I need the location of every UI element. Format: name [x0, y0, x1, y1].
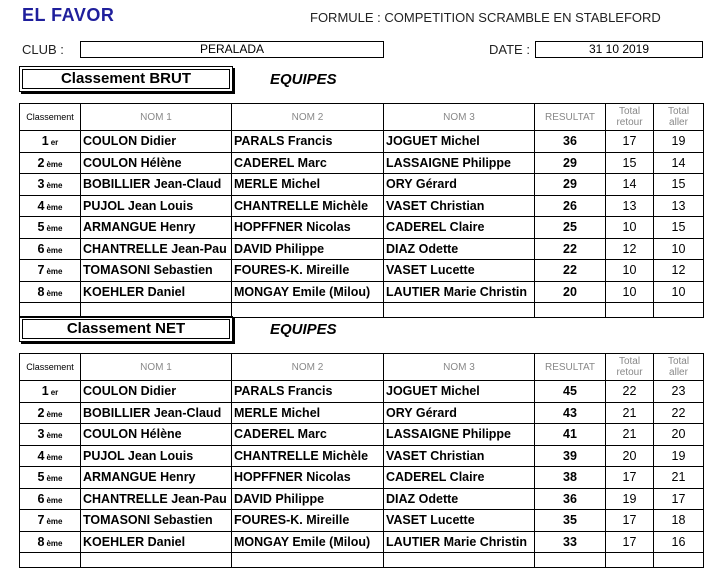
rank-cell — [20, 131, 81, 153]
rank-cell — [20, 195, 81, 217]
nom2-cell: MONGAY Emile (Milou) — [232, 531, 384, 553]
rank-suffix: ème — [46, 517, 63, 527]
table-row — [20, 467, 704, 489]
table-row — [20, 531, 704, 553]
rank-cell — [20, 467, 81, 489]
nom1-cell: COULON Didier — [81, 381, 232, 403]
rank-suffix: ème — [46, 202, 63, 212]
col-total-aller: Total aller — [654, 104, 704, 131]
net-section-label: Classement NET — [22, 319, 230, 339]
rank-suffix: ème — [46, 495, 63, 505]
table-row — [20, 174, 704, 196]
brut-results-table — [19, 103, 704, 318]
rank-suffix: ème — [46, 409, 63, 419]
table-row — [20, 260, 704, 282]
nom2-cell: FOURES-K. Mireille — [232, 260, 384, 282]
rank-suffix: ème — [46, 224, 63, 234]
resultat-cell: 35 — [535, 510, 606, 532]
table-row — [20, 510, 704, 532]
total-aller-cell: 19 — [654, 445, 704, 467]
nom1-cell: CHANTRELLE Jean-Pau — [81, 238, 232, 260]
nom3-cell: LAUTIER Marie Christin — [384, 531, 535, 553]
nom1-cell: KOEHLER Daniel — [81, 281, 232, 303]
rank-number: 4 — [37, 198, 45, 213]
col-nom3: NOM 3 — [384, 104, 535, 131]
total-retour-cell: 22 — [606, 381, 654, 403]
rank-cell — [20, 381, 81, 403]
total-aller-cell: 12 — [654, 260, 704, 282]
table-row — [20, 195, 704, 217]
table-row — [20, 152, 704, 174]
nom2-cell: MERLE Michel — [232, 174, 384, 196]
net-results-table — [19, 353, 704, 568]
nom3-cell: DIAZ Odette — [384, 488, 535, 510]
date-label: DATE : — [489, 42, 530, 57]
total-retour-cell: 14 — [606, 174, 654, 196]
nom3-cell: CADEREL Claire — [384, 217, 535, 239]
resultat-cell: 26 — [535, 195, 606, 217]
total-retour-cell: 13 — [606, 195, 654, 217]
resultat-cell: 43 — [535, 402, 606, 424]
table-row — [20, 488, 704, 510]
rank-suffix: ème — [46, 245, 63, 255]
rank-number: 2 — [37, 155, 45, 170]
table-header-row — [20, 104, 704, 131]
rank-number: 5 — [37, 470, 45, 485]
rank-suffix: ème — [46, 474, 63, 484]
nom1-cell: PUJOL Jean Louis — [81, 445, 232, 467]
brut-section-title — [19, 66, 233, 92]
nom3-cell: ORY Gérard — [384, 174, 535, 196]
total-aller-cell: 15 — [654, 217, 704, 239]
total-aller-cell: 22 — [654, 402, 704, 424]
total-aller-cell: 20 — [654, 424, 704, 446]
rank-cell — [20, 488, 81, 510]
rank-number: 6 — [37, 491, 45, 506]
nom3-cell: ORY Gérard — [384, 402, 535, 424]
total-retour-cell: 19 — [606, 488, 654, 510]
nom2-cell: MONGAY Emile (Milou) — [232, 281, 384, 303]
total-retour-cell: 17 — [606, 467, 654, 489]
total-aller-cell: 19 — [654, 131, 704, 153]
resultat-cell: 25 — [535, 217, 606, 239]
total-retour-cell: 17 — [606, 531, 654, 553]
rank-cell — [20, 217, 81, 239]
nom3-cell: LASSAIGNE Philippe — [384, 152, 535, 174]
total-aller-cell: 16 — [654, 531, 704, 553]
rank-cell — [20, 531, 81, 553]
nom2-cell: FOURES-K. Mireille — [232, 510, 384, 532]
total-retour-cell: 21 — [606, 424, 654, 446]
nom1-cell: TOMASONI Sebastien — [81, 260, 232, 282]
total-retour-cell: 10 — [606, 281, 654, 303]
nom1-cell: COULON Didier — [81, 131, 232, 153]
rank-number: 8 — [37, 284, 45, 299]
total-aller-cell: 18 — [654, 510, 704, 532]
rank-cell — [20, 424, 81, 446]
table-row — [20, 424, 704, 446]
rank-suffix: ème — [46, 452, 63, 462]
brut-section-label: Classement BRUT — [22, 69, 230, 89]
empty-row — [20, 553, 704, 568]
rank-cell — [20, 260, 81, 282]
rank-suffix: ème — [46, 431, 63, 441]
total-aller-cell: 23 — [654, 381, 704, 403]
rank-suffix: er — [50, 388, 59, 398]
nom3-cell: VASET Christian — [384, 195, 535, 217]
col-resultat: RESULTAT — [535, 104, 606, 131]
nom2-cell: HOPFFNER Nicolas — [232, 467, 384, 489]
rank-number: 8 — [37, 534, 45, 549]
col-nom2: NOM 2 — [232, 354, 384, 381]
col-total-retour: Total retour — [606, 354, 654, 381]
col-total-aller: Total aller — [654, 354, 704, 381]
resultat-cell: 45 — [535, 381, 606, 403]
col-nom3: NOM 3 — [384, 354, 535, 381]
nom1-cell: PUJOL Jean Louis — [81, 195, 232, 217]
rank-suffix: ème — [46, 288, 63, 298]
rank-number: 3 — [37, 177, 45, 192]
resultat-cell: 36 — [535, 488, 606, 510]
total-aller-cell: 21 — [654, 467, 704, 489]
table-row — [20, 217, 704, 239]
rank-suffix: er — [50, 138, 59, 148]
total-aller-cell: 10 — [654, 281, 704, 303]
resultat-cell: 38 — [535, 467, 606, 489]
nom2-cell: MERLE Michel — [232, 402, 384, 424]
nom2-cell: PARALS Francis — [232, 131, 384, 153]
table-row — [20, 131, 704, 153]
nom2-cell: CADEREL Marc — [232, 152, 384, 174]
total-aller-cell: 17 — [654, 488, 704, 510]
club-label: CLUB : — [22, 42, 64, 57]
col-resultat: RESULTAT — [535, 354, 606, 381]
rank-number: 2 — [37, 405, 45, 420]
rank-number: 7 — [37, 513, 45, 528]
rank-cell — [20, 281, 81, 303]
total-aller-cell: 14 — [654, 152, 704, 174]
col-nom1: NOM 1 — [81, 354, 232, 381]
rank-cell — [20, 445, 81, 467]
nom3-cell: LAUTIER Marie Christin — [384, 281, 535, 303]
col-nom2: NOM 2 — [232, 104, 384, 131]
rank-number: 1 — [41, 134, 49, 149]
nom1-cell: KOEHLER Daniel — [81, 531, 232, 553]
table-row — [20, 281, 704, 303]
col-nom1: NOM 1 — [81, 104, 232, 131]
nom2-cell: CHANTRELLE Michèle — [232, 195, 384, 217]
resultat-cell: 22 — [535, 238, 606, 260]
total-retour-cell: 15 — [606, 152, 654, 174]
resultat-cell: 20 — [535, 281, 606, 303]
nom1-cell: ARMANGUE Henry — [81, 217, 232, 239]
nom2-cell: HOPFFNER Nicolas — [232, 217, 384, 239]
nom3-cell: CADEREL Claire — [384, 467, 535, 489]
table-row — [20, 402, 704, 424]
resultat-cell: 29 — [535, 174, 606, 196]
nom1-cell: TOMASONI Sebastien — [81, 510, 232, 532]
total-retour-cell: 10 — [606, 217, 654, 239]
rank-number: 4 — [37, 448, 45, 463]
col-total-retour: Total retour — [606, 104, 654, 131]
nom3-cell: JOGUET Michel — [384, 131, 535, 153]
rank-suffix: ème — [46, 159, 63, 169]
rank-number: 7 — [37, 263, 45, 278]
nom1-cell: BOBILLIER Jean-Claud — [81, 174, 232, 196]
nom2-cell: DAVID Philippe — [232, 488, 384, 510]
resultat-cell: 36 — [535, 131, 606, 153]
total-retour-cell: 10 — [606, 260, 654, 282]
resultat-cell: 22 — [535, 260, 606, 282]
nom2-cell: PARALS Francis — [232, 381, 384, 403]
nom1-cell: CHANTRELLE Jean-Pau — [81, 488, 232, 510]
col-classement: Classement — [20, 354, 81, 381]
nom1-cell: BOBILLIER Jean-Claud — [81, 402, 232, 424]
nom1-cell: COULON Hélène — [81, 152, 232, 174]
formule-text: FORMULE : COMPETITION SCRAMBLE EN STABLEFORD — [310, 10, 661, 25]
rank-suffix: ème — [46, 538, 63, 548]
net-section-title — [19, 316, 233, 342]
total-retour-cell: 20 — [606, 445, 654, 467]
total-retour-cell: 17 — [606, 131, 654, 153]
rank-cell — [20, 402, 81, 424]
table-row — [20, 381, 704, 403]
nom1-cell: COULON Hélène — [81, 424, 232, 446]
rank-cell — [20, 152, 81, 174]
club-field: PERALADA — [80, 41, 384, 58]
rank-number: 5 — [37, 220, 45, 235]
nom3-cell: VASET Lucette — [384, 260, 535, 282]
total-aller-cell: 10 — [654, 238, 704, 260]
page-title: EL FAVOR — [22, 5, 115, 25]
resultat-cell: 29 — [535, 152, 606, 174]
nom1-cell: ARMANGUE Henry — [81, 467, 232, 489]
nom2-cell: CHANTRELLE Michèle — [232, 445, 384, 467]
rank-number: 3 — [37, 427, 45, 442]
total-retour-cell: 12 — [606, 238, 654, 260]
total-aller-cell: 13 — [654, 195, 704, 217]
rank-number: 1 — [41, 384, 49, 399]
total-retour-cell: 21 — [606, 402, 654, 424]
brut-equipes-label: EQUIPES — [270, 71, 337, 88]
rank-suffix: ème — [46, 181, 63, 191]
resultat-cell: 33 — [535, 531, 606, 553]
nom3-cell: JOGUET Michel — [384, 381, 535, 403]
net-equipes-label: EQUIPES — [270, 321, 337, 338]
total-aller-cell: 15 — [654, 174, 704, 196]
nom3-cell: VASET Lucette — [384, 510, 535, 532]
table-row — [20, 238, 704, 260]
total-retour-cell: 17 — [606, 510, 654, 532]
rank-suffix: ème — [46, 267, 63, 277]
nom2-cell: DAVID Philippe — [232, 238, 384, 260]
resultat-cell: 39 — [535, 445, 606, 467]
resultat-cell: 41 — [535, 424, 606, 446]
nom3-cell: DIAZ Odette — [384, 238, 535, 260]
nom2-cell: CADEREL Marc — [232, 424, 384, 446]
nom3-cell: LASSAIGNE Philippe — [384, 424, 535, 446]
col-classement: Classement — [20, 104, 81, 131]
rank-cell — [20, 238, 81, 260]
rank-number: 6 — [37, 241, 45, 256]
rank-cell — [20, 174, 81, 196]
table-row — [20, 445, 704, 467]
nom3-cell: VASET Christian — [384, 445, 535, 467]
table-header-row — [20, 354, 704, 381]
rank-cell — [20, 510, 81, 532]
date-field: 31 10 2019 — [535, 41, 703, 58]
